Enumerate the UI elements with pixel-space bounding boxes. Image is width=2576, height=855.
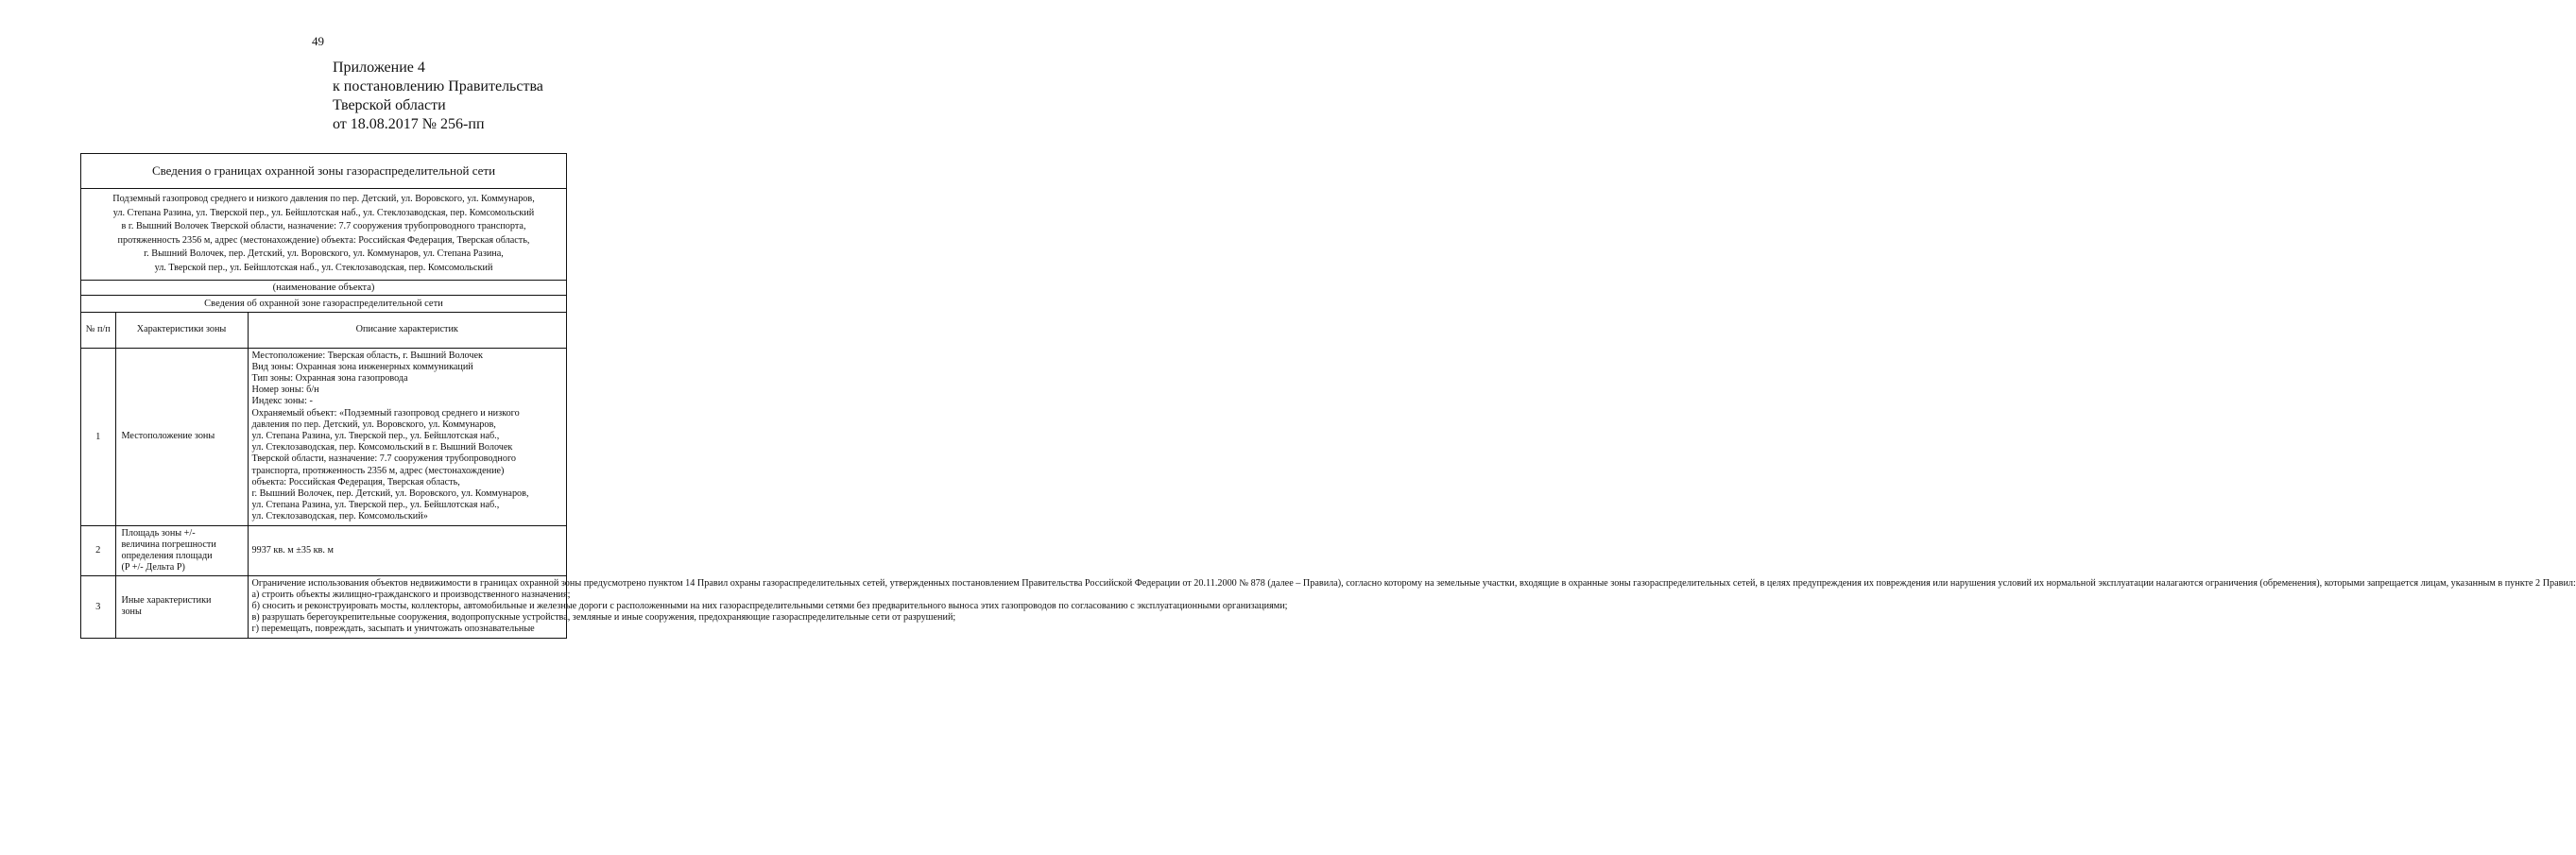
header-description: Описание характеристик (248, 313, 566, 349)
description-line: г. Вышний Волочек, пер. Детский, ул. Воровского, ул. Коммунаров, (251, 488, 529, 499)
row-number: 3 (81, 575, 115, 638)
row-characteristic (115, 575, 248, 638)
characteristic-line: (P +/- Дельта P) (121, 561, 185, 573)
object-caption: (наименование объекта) (81, 281, 566, 296)
table-row (81, 575, 566, 638)
table-row (81, 348, 566, 525)
description-line: Номер зоны: б/н (251, 385, 319, 396)
appendix-line: Тверской области (333, 97, 446, 113)
appendix-line: от 18.08.2017 № 256-пп (333, 116, 485, 132)
row-number: 2 (81, 525, 115, 575)
description-line: ул. Стеклозаводская, пер. Комсомольский в г. Вышний Волочек (251, 442, 513, 453)
characteristic-line: зоны (121, 607, 142, 618)
description-line: ул. Степана Разина, ул. Тверской пер., ул. Бейшлотская наб., (251, 430, 500, 441)
characteristic-line: величина погрешности (121, 539, 216, 550)
description-line: Местоположение: Тверская область, г. Вышний Волочек (251, 350, 483, 361)
zone-table (81, 313, 2576, 639)
characteristic-line: Площадь зоны +/- (121, 527, 196, 539)
object-line: г. Вышний Волочек, пер. Детский, ул. Воровского, ул. Коммунаров, ул. Степана Разина, (144, 248, 504, 260)
characteristic-line: определения площади (121, 550, 213, 561)
description-line: Тип зоны: Охранная зона газопровода (251, 372, 408, 384)
object-description (81, 189, 566, 281)
object-line: в г. Вышний Волочек Тверской области, назначение: 7.7 сооружения трубопроводного транспорта, (121, 221, 526, 232)
document-frame (80, 153, 2576, 639)
description-line: Тверской области, назначение: 7.7 сооружения трубопроводного (251, 453, 516, 465)
description-line: ул. Степана Разина, ул. Тверской пер., ул. Бейшлотская наб., (251, 500, 500, 511)
row-description: 9937 кв. м ±35 кв. м (248, 525, 566, 575)
appendix-line: к постановлению Правительства (333, 78, 543, 94)
page-number: 49 (312, 34, 324, 48)
description-paragraph: в) разрушать берегоукрепительные сооружения, водопропускные устройства, земляные и иные сооружения, предохраняющие газораспределительные сети от разрушений; (251, 612, 956, 624)
description-line: Охраняемый объект: «Подземный газопровод среднего и низкого (251, 407, 520, 419)
description-line: объекта: Российская Федерация, Тверская область, (251, 476, 460, 487)
description-line: Вид зоны: Охранная зона инженерных коммуникаций (251, 361, 473, 372)
zone-subtitle: Сведения об охранной зоне газораспределительной сети (81, 296, 566, 313)
description-line: транспорта, протяженность 2356 м, адрес (местонахождение) (251, 465, 505, 476)
description-paragraph: а) строить объекты жилищно-гражданского и производственного назначения; (251, 589, 571, 600)
row-description (248, 575, 2576, 638)
document-title: Сведения о границах охранной зоны газораспределительной сети (81, 154, 566, 189)
characteristic-line: Иные характеристики (121, 595, 212, 607)
description-paragraph: б) сносить и реконструировать мосты, коллекторы, автомобильные и железные дороги с расположенными на них газораспределительными сетями без предварительного выноса этих газопроводов по согласованию с эксплуатационными организациями; (251, 601, 1288, 612)
appendix-header (333, 59, 543, 134)
row-characteristic (115, 525, 248, 575)
object-line: ул. Степана Разина, ул. Тверской пер., ул. Бейшлотская наб., ул. Стеклозаводская, пер. Комсомольский (112, 207, 535, 218)
row-characteristic: Местоположение зоны (115, 348, 248, 525)
description-line: Индекс зоны: - (251, 396, 313, 407)
object-line: протяженность 2356 м, адрес (местонахождение) объекта: Российская Федерация, Тверская область, (117, 234, 530, 246)
description-line: давления по пер. Детский, ул. Воровского, ул. Коммунаров, (251, 419, 496, 430)
object-line: ул. Тверской пер., ул. Бейшлотская наб., ул. Стеклозаводская, пер. Комсомольский (154, 262, 493, 273)
description-paragraph: Ограничение использования объектов недвижимости в границах охранной зоны предусмотрено пунктом 14 Правил охраны газораспределительных сетей, утвержденных постановлением Правительства Российской Федерации от 20.11.2000 № 878 (далее – Правила), согласно которому на земельные участки, входящие в охранные зоны газораспределительных сетей, в целях предупреждения их повреждения или нарушения условий их нормальной эксплуатации налагаются ограничения (обременения), которыми запрещается лицам, указанным в пункте 2 Правил: (251, 577, 2576, 589)
description-line: ул. Стеклозаводская, пер. Комсомольский» (251, 511, 428, 522)
header-characteristics: Характеристики зоны (115, 313, 248, 349)
description-paragraph: г) перемещать, повреждать, засыпать и уничтожать опознавательные (251, 624, 535, 635)
row-number: 1 (81, 348, 115, 525)
header-num: № п/п (81, 313, 115, 349)
table-row (81, 525, 566, 575)
appendix-line: Приложение 4 (333, 60, 425, 76)
object-line: Подземный газопровод среднего и низкого давления по пер. Детский, ул. Воровского, ул. Коммунаров, (112, 194, 535, 204)
table-header-row (81, 313, 566, 349)
row-description (248, 348, 566, 525)
